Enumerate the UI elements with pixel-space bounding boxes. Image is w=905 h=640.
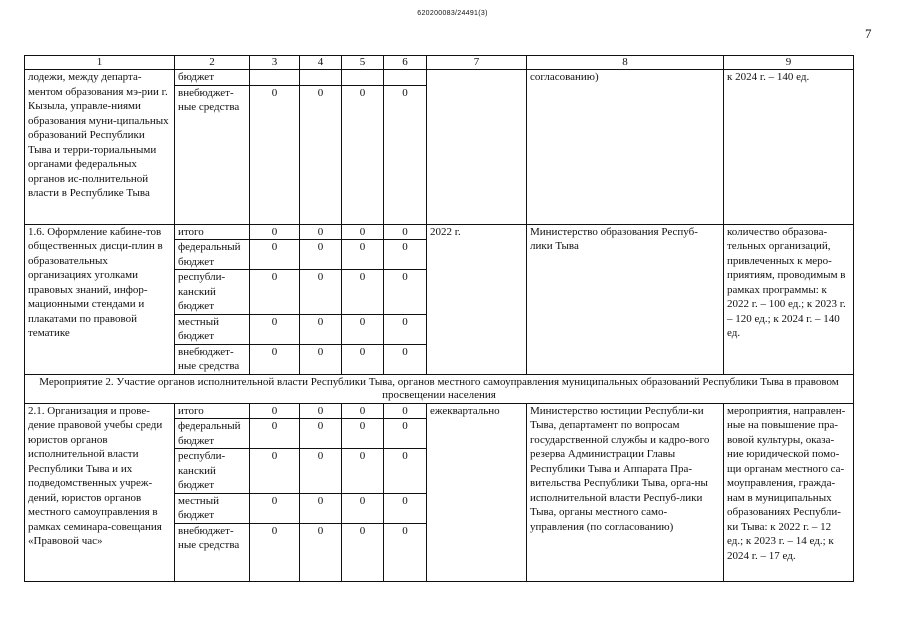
value-2024: 0 [342, 493, 384, 523]
value-2023: 0 [300, 270, 342, 315]
funding-source: внебюджет-ные средства [175, 85, 250, 224]
value-2023: 0 [300, 419, 342, 449]
expected-result: количество образова-тельных организаций, привлеченных к меро-приятиям, проводимым в рамках программы: к 2022 г. – 100 ед.; к 2023 г. – 120 ед.; к 2024 г. – 140 ед. [724, 224, 854, 374]
value-2023: 0 [300, 240, 342, 270]
section-heading: Мероприятие 2. Участие органов исполнительной власти Республики Тыва, органов местного самоуправления муниципальных образований Республики Тыва в правовом просвещении населения [25, 374, 854, 403]
col-header-1: 1 [25, 56, 175, 70]
value-2022 [250, 70, 300, 86]
value-total: 0 [384, 493, 427, 523]
responsible-party: Министерство образования Респуб-лики Тыва [527, 224, 724, 374]
deadline: ежеквартально [427, 403, 527, 581]
col-header-8: 8 [527, 56, 724, 70]
column-number-row [25, 56, 854, 70]
value-total: 0 [384, 523, 427, 581]
value-2022: 0 [250, 493, 300, 523]
value-2024: 0 [342, 85, 384, 224]
value-2022: 0 [250, 403, 300, 419]
section-row [25, 374, 854, 403]
value-2022: 0 [250, 523, 300, 581]
funding-source: местный бюджет [175, 314, 250, 344]
funding-source: федеральный бюджет [175, 240, 250, 270]
table-row [25, 403, 854, 419]
value-total: 0 [384, 344, 427, 374]
value-2024: 0 [342, 270, 384, 315]
value-2024: 0 [342, 403, 384, 419]
responsible-party: Министерство юстиции Республи-ки Тыва, департамент по вопросам государственной службы и кадро-вого резерва Администрации Главы Республики Тыва и Аппарата Пра-вительства Республики Тыва, орга-ны исполнительной власти Респуб-лики Тыва, органы местного само-управления (по согласованию) [527, 403, 724, 581]
value-2024: 0 [342, 314, 384, 344]
value-total: 0 [384, 403, 427, 419]
expected-result: к 2024 г. – 140 ед. [724, 70, 854, 225]
value-2022: 0 [250, 344, 300, 374]
value-2024: 0 [342, 449, 384, 494]
funding-source: местный бюджет [175, 493, 250, 523]
measure-description: лодежи, между департа-ментом образования мэ-рии г. Кызыла, управле-ниями образования муни-ципальных образований Республики Тыва и терри-ториальными органами федеральных органов ис-полнительной власти в Республике Тыва [25, 70, 175, 225]
value-2024: 0 [342, 344, 384, 374]
responsible-party: согласованию) [527, 70, 724, 225]
value-total [384, 70, 427, 86]
value-total: 0 [384, 270, 427, 315]
col-header-5: 5 [342, 56, 384, 70]
document-id: 620200083/24491(3) [417, 10, 488, 17]
value-2022: 0 [250, 449, 300, 494]
value-2024: 0 [342, 419, 384, 449]
value-2023: 0 [300, 224, 342, 240]
value-total: 0 [384, 240, 427, 270]
value-total: 0 [384, 224, 427, 240]
col-header-7: 7 [427, 56, 527, 70]
value-2022: 0 [250, 224, 300, 240]
value-2023: 0 [300, 403, 342, 419]
funding-source: итого [175, 224, 250, 240]
funding-source: бюджет [175, 70, 250, 86]
funding-source: внебюджет-ные средства [175, 344, 250, 374]
value-total: 0 [384, 449, 427, 494]
value-2022: 0 [250, 314, 300, 344]
value-2023: 0 [300, 523, 342, 581]
col-header-2: 2 [175, 56, 250, 70]
deadline: 2022 г. [427, 224, 527, 374]
col-header-6: 6 [384, 56, 427, 70]
expected-result: мероприятия, направлен-ные на повышение пра-вовой культуры, оказа-ние юридической помо-щи органам местного са-моуправления, гражда-нам в муниципальных образованиях Республи-ки Тыва: к 2022 г. – 12 ед.; к 2023 г. – 14 ед.; к 2024 г. – 17 ед. [724, 403, 854, 581]
funding-source: итого [175, 403, 250, 419]
value-2024 [342, 70, 384, 86]
page-number: 7 [865, 26, 872, 41]
value-2023: 0 [300, 344, 342, 374]
program-table [24, 55, 854, 582]
col-header-3: 3 [250, 56, 300, 70]
col-header-9: 9 [724, 56, 854, 70]
funding-source: внебюджет-ные средства [175, 523, 250, 581]
deadline [427, 70, 527, 225]
table-row [25, 70, 854, 86]
value-2024: 0 [342, 240, 384, 270]
value-2022: 0 [250, 419, 300, 449]
measure-description: 2.1. Организация и прове-дение правовой учебы среди юристов органов исполнительной власти Республики Тыва и их подведомственных учреж-дений, юристов органов местного самоуправления в рамках семинара-совещания «Правовой час» [25, 403, 175, 581]
table-row [25, 224, 854, 240]
measure-description: 1.6. Оформление кабине-тов общественных дисци-плин в образовательных организациях уголками правовых знаний, инфор-мационными стендами и плакатами по правовой тематике [25, 224, 175, 374]
value-2023: 0 [300, 493, 342, 523]
value-total: 0 [384, 85, 427, 224]
funding-source: республи-канский бюджет [175, 449, 250, 494]
value-2023 [300, 70, 342, 86]
col-header-4: 4 [300, 56, 342, 70]
funding-source: федеральный бюджет [175, 419, 250, 449]
value-2022: 0 [250, 240, 300, 270]
value-total: 0 [384, 314, 427, 344]
value-2024: 0 [342, 224, 384, 240]
value-2022: 0 [250, 270, 300, 315]
value-2023: 0 [300, 449, 342, 494]
value-2022: 0 [250, 85, 300, 224]
value-total: 0 [384, 419, 427, 449]
value-2024: 0 [342, 523, 384, 581]
value-2023: 0 [300, 85, 342, 224]
funding-source: республи-канский бюджет [175, 270, 250, 315]
value-2023: 0 [300, 314, 342, 344]
